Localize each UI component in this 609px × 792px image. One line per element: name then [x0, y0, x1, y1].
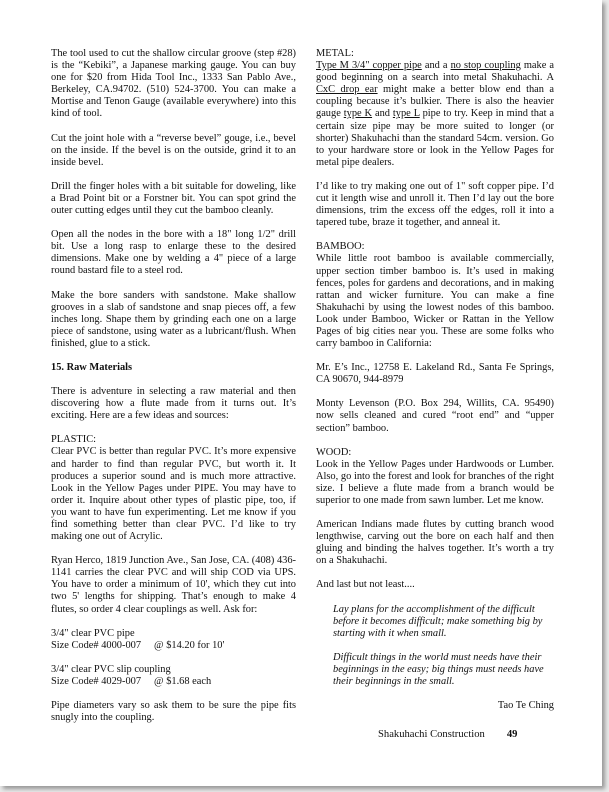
quote-attribution: Tao Te Ching [497, 700, 554, 712]
paragraph-kebiki: The tool used to cut the shallow circular groove (step #28) is the “Kebiki”, a Japanese marking gauge. You can buy one for $20 from Hida Tool Inc., 1333 San Pablo Ave., Berkeley, CA.94702. (510) 524-3700. You can make a Mortise and Tenon Gauge (available everywhere) into this kind of tool. [51, 48, 296, 120]
bamboo-label: BAMBOO: [316, 241, 365, 253]
section-heading: 15. Raw Materials [51, 361, 133, 373]
paragraph-indians: American Indians made flutes by cutting branch wood lengthwise, carving out the bore on each half and then gluing and binding the halves together. It’s worth a try on a Shakuhachi. [316, 519, 554, 567]
quote-2: Difficult things in the world must needs have their beginnings in the easy; big things must needs have their beginnings in the small. [333, 651, 544, 688]
metal-text-4: and [372, 108, 393, 120]
metal-text-2: make a good beginning on a search into metal Shakuhachi. A [316, 60, 554, 84]
metal-term-cxc-drop-ear: CxC drop ear [316, 84, 378, 96]
paragraph-wood: Look in the Yellow Pages under Hardwoods or Lumber. Also, go into the forest and look for branches of the right size. I believe a flute made from a branch would be superior to one made from sawn lumber. Let me know. [316, 458, 554, 506]
paragraph-metal [316, 60, 554, 169]
order-item-coupling [51, 664, 296, 688]
order-item-pipe-code: Size Code# 4000-007 @ $14.20 for 10' [51, 639, 225, 651]
paragraph-mr-e: Mr. E’s Inc., 12758 E. Lakeland Rd., Santa Fe Springs, CA 90670, 944-8979 [316, 362, 554, 386]
metal-term-type-k: type K [343, 108, 373, 120]
metal-label: METAL: [316, 48, 354, 59]
paragraph-monty: Monty Levenson (P.O. Box 294, Willits, CA. 95490) now sells cleaned and cured “root end” and “upper section” bamboo. [316, 398, 554, 434]
paragraph-copper: I’d like to try making one out of 1" soft copper pipe. I’d cut it length wise and unroll it. Then I’d lay out the bore dimensions, trim the excess off the edges, roll it into a tapered tube, braze it together, and anneal it. [316, 180, 554, 229]
paragraph-sanders: Make the bore sanders with sandstone. Make shallow grooves in a slab of sandstone and snap pieces off, a few inches long. Shape them by grinding each one on a large piece of sandstone, using water as a lubricant/flush. When finished, glue to a stick. [51, 289, 296, 349]
paragraph-finger-holes: Drill the finger holes with a bit suitable for doweling, like a Brad Point bit or a Forstner bit. You can spot grind the outer cutting edges until they cut the bamboo cleanly. [51, 180, 296, 217]
page-footer [378, 729, 517, 740]
right-column [316, 48, 554, 712]
paragraph-plastic: Clear PVC is better than regular PVC. It’s more expensive and harder to find than regular PVC, but worth it. It produces a superior sound and is much more attractive. Look in the Yellow Pages under PIPE. You may have to order it. Inquire about other types of plastic pipe, too, if you want to have fun experimenting. Let me know if you find something better than clear PVC. I’d like to try making one out of Acrylic. [51, 446, 296, 543]
metal-text-5: pipe to try. Keep in mind that a certain size pipe may be more suited to longer (or shorter) Shakuhachi than the standard 54cm. version. Go to your hardware store or look in the Yellow Pages for metal pipe dealers. [316, 108, 554, 168]
paragraph-joint-hole: Cut the joint hole with a “reverse bevel” gouge, i.e., bevel on the inside. If the bevel is on the outside, grind it to an inside bevel. [51, 132, 296, 168]
quote-1: Lay plans for the accomplishment of the difficult before it becomes difficult; make something big by starting with it when small. [333, 603, 543, 639]
order-item-pipe [51, 628, 296, 652]
paragraph-adventure: There is adventure in selecting a raw material and then discovering how a flute made from it turns out. It’s exciting. Here are a few ideas and sources: [51, 386, 296, 422]
order-item-coupling-name: 3/4" clear PVC slip coupling [51, 663, 171, 675]
paragraph-pipe-diameters: Pipe diameters vary so ask them to be sure the pipe fits snugly into the coupling. [51, 700, 296, 724]
metal-term-type-m: Type M 3/4" copper pipe [316, 60, 422, 72]
paragraph-last: And last but not least.... [316, 579, 415, 591]
metal-text-1: and a [421, 60, 451, 72]
order-item-coupling-code: Size Code# 4029-007 @ $1.68 each [51, 675, 212, 687]
page-number: 49 [506, 729, 518, 740]
plastic-label: PLASTIC: [51, 434, 97, 446]
footer-title: Shakuhachi Construction [378, 729, 485, 740]
wood-label: WOOD: [316, 446, 352, 458]
metal-term-type-l: type L [392, 108, 420, 120]
metal-term-no-stop-coupling: no stop coupling [450, 60, 521, 72]
left-column [51, 48, 296, 736]
metal-text-3: might make a better blow end than a coupling because it’s bulkier. There is also the heavier gauge [316, 84, 554, 120]
paragraph-ryan-herco: Ryan Herco, 1819 Junction Ave., San Jose, CA. (408) 436-1141 carries the clear PVC and will ship COD via UPS. You have to order a minimum of 10', which they cut into two 5' lengths for shipping. That’s enough to make 4 flutes, so order 4 clear couplings as well. Ask for: [51, 555, 296, 615]
paragraph-nodes: Open all the nodes in the bore with a 18" long 1/2" drill bit. Use a long rasp to enlarge these to the desired dimensions. Make one by welding a 4" piece of a large round bastard file to a steel rod. [51, 229, 296, 277]
paragraph-bamboo: While little root bamboo is available commercially, upper section timber bamboo is. It’s used in making fences, poles for gardens and decorations, and in making rattan and wicker furniture. You can make a fine Shakuhachi by using the lowest nodes of this bamboo. Look under Bamboo, Wicker or Rattan in the Yellow Pages of big cities near you. These are some folks who carry bamboo in California: [316, 253, 554, 350]
order-item-pipe-name: 3/4" clear PVC pipe [51, 627, 135, 639]
